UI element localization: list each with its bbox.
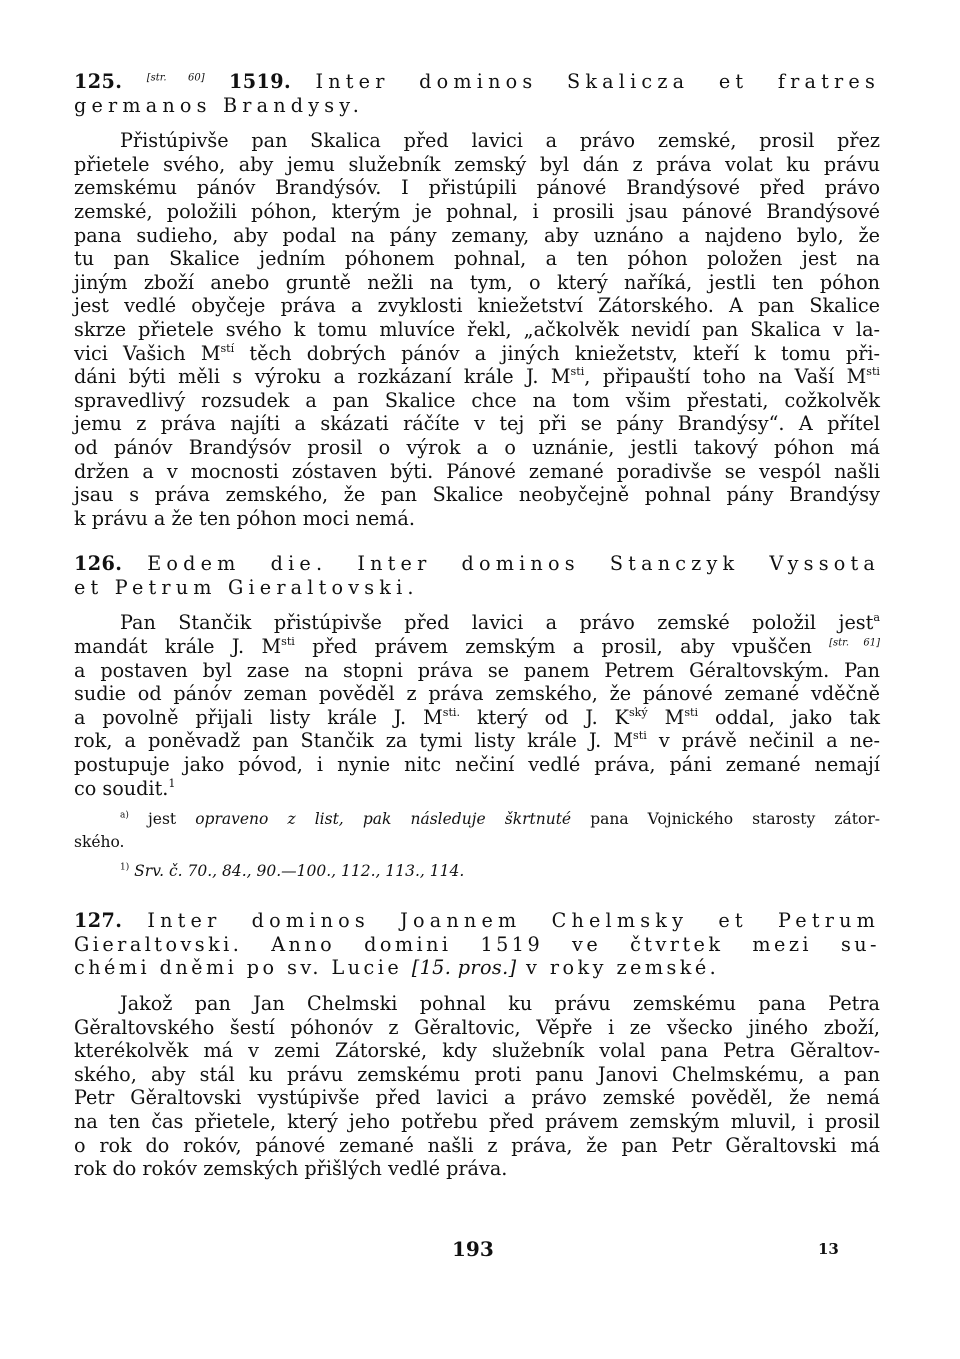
body-line: o rok do rokóv, pánové zemané našli z práva, že pan Petr Gěraltovski má <box>74 1133 880 1157</box>
body-line: Přistúpivše pan Skalica před lavici a právo zemské, prosil přez <box>120 129 880 153</box>
body-line: tu pan Skalice jedním póhonem pohnal, a ten póhon položen jest na <box>74 247 880 271</box>
page-footer <box>0 1237 960 1267</box>
body-line: od pánóv Brandýsóv prosil o výrok a o uznánie, jestli takový póhon má <box>74 435 880 459</box>
body-line: zemskému pánóv Brandýsóv. I přistúpili pánové Brandýsové před právo <box>74 176 880 200</box>
footnote-1: $^{1)}$ Srv. č. 70., 84., 90.—100., 112., 113., 114. <box>120 862 465 881</box>
entry-number: 127. <box>74 909 123 933</box>
page-number: 193 <box>452 1237 494 1261</box>
entry-year: 1519. <box>229 70 292 93</box>
page-reference: [str. 60] <box>146 72 205 84</box>
footnote-marker: 1 <box>168 776 176 790</box>
body-line: držen a v mocnosti zóstaven býti. Pánové zemané poradivše se vespól našli <box>74 459 880 483</box>
body-line: co soudit.$^1$ <box>74 776 176 800</box>
body-line: sudie od pánóv zeman pověděl z práva zemského, že pánové zemané vděčně <box>74 682 880 706</box>
body-line: Gěraltovského šestí póhonóv z Gěraltovic, Věpře i ze všecko jiného zboží, <box>74 1015 880 1039</box>
body-line: vici Vašich $M^{stí}$ těch dobrých pánóv a jiných kniežetstv, kteří k tomu při- <box>74 341 880 365</box>
entry-125-heading <box>74 70 880 94</box>
body-line: skrze přietele svého k tomu mluvíce řekl, „ačkolvěk nevidí pan Skalica v la- <box>74 317 880 341</box>
body-line: jest vedlé obyčeje práva a zvyklosti kniežetství Zátorského. A pan Skalice <box>74 294 880 318</box>
document-page <box>74 70 880 1181</box>
heading-text: Gieraltovski. Anno domini 1519 ve čtvrtek mezi su- <box>74 932 880 956</box>
body-line: rok, a poněvadž pan Stančik za tymi listy krále J. $M^{sti}$ v právě nečinil a ne- <box>74 729 880 753</box>
signature-mark: 13 <box>818 1240 839 1258</box>
body-line: Petr Gěraltovski vystúpivše před lavici a právo zemské pověděl, že nemá <box>74 1086 880 1110</box>
footnote-a: $^{a)}$ jest opraveno z list, pak následuje škrtnuté pana Vojnického starosty zátor- ského. <box>74 810 880 852</box>
body-line: jemu z práva najíti a skázati ráčíte v tej při se pány Brandýsy“. A přítel <box>74 412 880 436</box>
body-line: spravedlivý rozsudek a pan Skalice chce na tom všim přestati, cožkolvěk <box>74 388 880 412</box>
heading-text: chémi dněmi po sv. Lucie [15. pros.] v roky zemské. <box>74 956 720 980</box>
heading-text: Inter dominos Joannem Chelmsky et Petrum <box>147 909 880 933</box>
heading-text: Eodem die. Inter dominos Stanczyk Vyssota <box>147 552 880 576</box>
body-line: Jakož pan Jan Chelmski pohnal ku právu zemskému pana Petra <box>120 992 880 1015</box>
body-line: a postaven byl zase na stopni práva se panem Petrem Géraltovským. Pan <box>74 658 880 682</box>
entry-126-heading <box>74 552 880 576</box>
body-line: Pan Stančik přistúpivše před lavici a právo zemské položil jest$^a$ <box>120 611 880 635</box>
body-line: přietele svého, aby jemu služebník zemský byl dán z práva volat ku právu <box>74 152 880 176</box>
heading-text: germanos Brandysy. <box>74 93 365 117</box>
body-line: k právu a že ten póhon moci nemá. <box>74 506 415 530</box>
heading-text: et Petrum Gieraltovski. <box>74 575 419 599</box>
entry-127-heading <box>74 909 880 933</box>
body-line: rok do rokóv zemských přišlých vedlé práva. <box>74 1157 508 1181</box>
body-line: ského, aby stál ku právu zemskému proti panu Janovi Chelmskému, a pan <box>74 1062 880 1086</box>
body-line: pana sudieho, aby podal na pány zemany, aby uznáno a najdeno bylo, že <box>74 223 880 247</box>
body-line: a povolně přijali listy krále J. $M^{sti.}$ který od J. $K^{ský}$ $M^{sti}$ oddal, jako tak <box>74 705 881 729</box>
heading-text: Inter dominos Skalicza et fratres <box>315 70 880 93</box>
body-line: na ten čas přietele, který jeho potřebu před právem zemským mluvil, i prosil <box>74 1109 880 1133</box>
body-line: postupuje jako póvod, i nynie nitc nečiní vedlé práva, páni zemané nemají <box>74 753 880 777</box>
body-line: mandát krále J. $M^{sti}$ před právem zemským a prosil, aby vpuščen [str. 61] <box>74 635 880 659</box>
body-line: kterékolvěk má v zemi Zátorské, kdy služebník volal pana Petra Gěraltov- <box>74 1039 880 1063</box>
page-reference: [str. 61] <box>829 637 880 649</box>
entry-125 <box>74 70 880 530</box>
entry-number: 126. <box>74 552 123 576</box>
body-line: zemské, položili póhon, kterým je pohnal, i prosili jsau pánové Brandýsové <box>74 199 880 223</box>
body-line: jsau s práva zemského, že pan Skalice neobyčejně pohnal pány Brandýsy <box>74 483 880 507</box>
entry-127 <box>74 909 880 1181</box>
entry-number: 125. <box>74 70 123 93</box>
body-line: dáni býti měli s výroku a rozkázaní krále J. $M^{sti}$, připauští toho na Vaší $M^{sti}$ <box>74 365 880 389</box>
entry-126 <box>74 552 880 883</box>
footnote-marker: a <box>873 611 880 625</box>
body-line: jiným zboží anebo gruntě nežli na tym, o který naříká, jestli ten póhon <box>74 270 880 294</box>
